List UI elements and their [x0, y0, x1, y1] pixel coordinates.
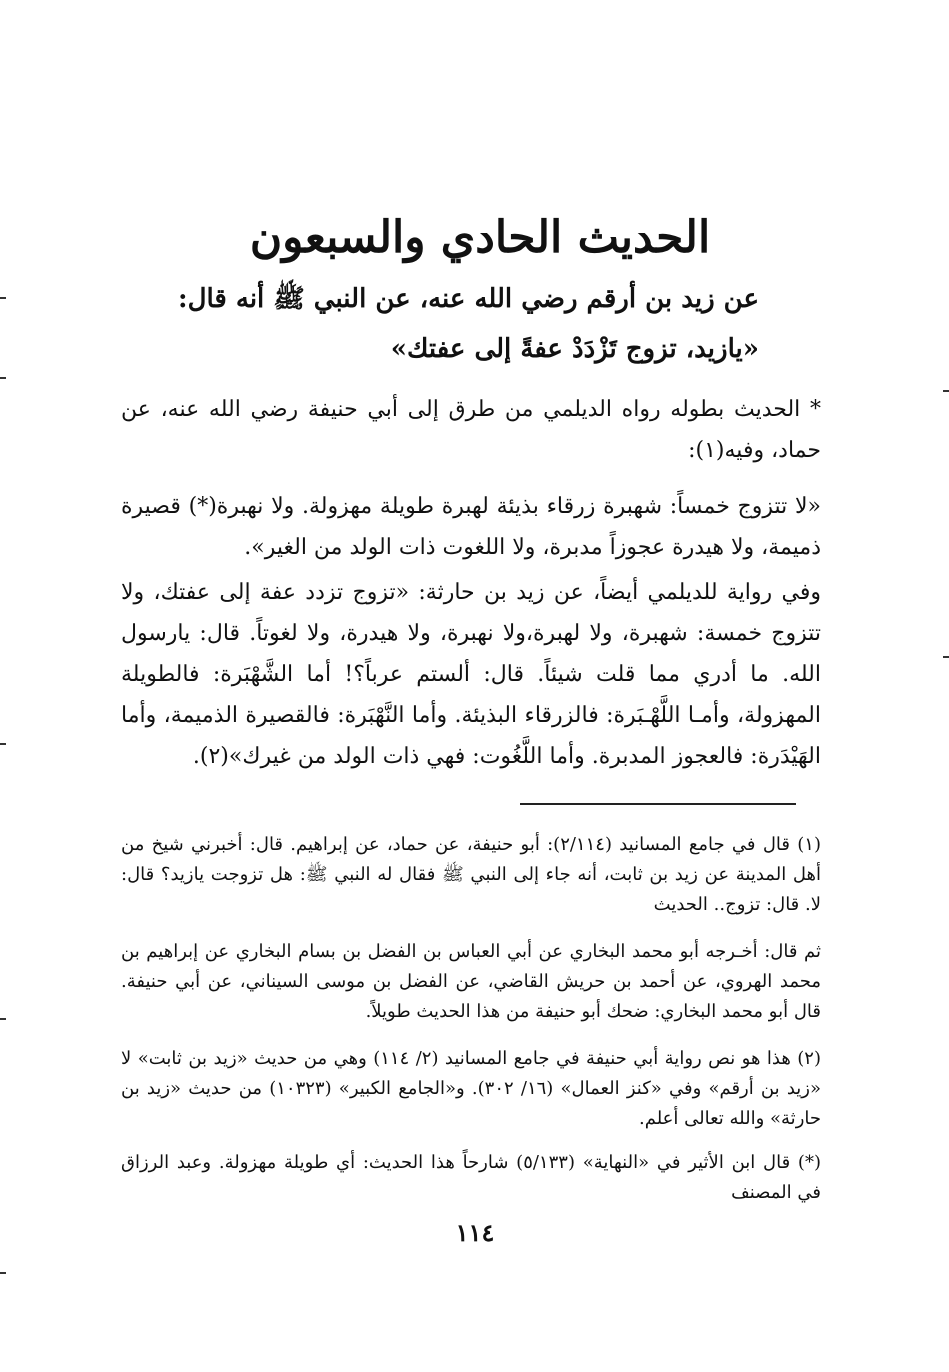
footnote-separator: [520, 803, 796, 805]
scan-mark: [943, 390, 949, 392]
scan-mark: [0, 297, 6, 299]
footnote-star: (*) قال ابن الأثير في «النهاية» (٥/١٣٣) شارحاً هذا الحديث: أي طويلة مهزولة. وعبد الرزاق في المصنف: [121, 1152, 821, 1203]
page-number: ١١٤: [455, 1218, 495, 1247]
scan-mark: [0, 1018, 6, 1020]
scan-mark: [0, 1272, 6, 1274]
footnote-1-continued: ثم قال: أخـرجه أبو محمد البخاري عن أبي العباس بن الفضل بن بسام البخاري عن إبراهيم بن محمد الهروي، عن أحمد بن حريش القاضي، عن الفضل بن موسى السيناني، عن أبي حنيفة. قال أبو محمد البخاري: ضحك أبو حنيفة من هذا الحديث طويلاً.: [121, 941, 821, 1022]
commentary-paragraph: * الحديث بطوله رواه الديلمي من طرق إلى أبي حنيفة رضي الله عنه، عن حماد، وفيه(١):: [121, 397, 821, 463]
footnote-1: (١) قال في جامع المسانيد (٢/١١٤): أبو حنيفة، عن حماد، عن إبراهيم. قال: أخبرني شيخ من أهل المدينة عن زيد بن ثابت، أنه جاء إلى النبي ﷺ فقال له النبي ﷺ: هل تزوجت يازيد؟ قال: لا. قال: تزوج.. الحديث: [121, 834, 821, 915]
hadith-text: «يازيد، تزوج تَزْدَدْ عفةً إلى عفتك»: [390, 334, 759, 364]
scan-mark: [943, 656, 949, 658]
footnote-2: (٢) هذا هو نص رواية أبي حنيفة في جامع المسانيد (٢/ ١١٤) وهي من حديث «زيد بن ثابت» لا «زيد بن أرقم» وفي «كنز العمال» (١٦/ ٣٠٢). و«الجامع الكبير» (١٠٣٢٣) من حديث «زيد بن حارثة» والله تعالى أعلم.: [121, 1048, 821, 1129]
second-narration: وفي رواية للديلمي أيضاً، عن زيد بن حارثة: «تزوج تزدد عفة إلى عفتك، ولا تتزوج خمسة: شهبرة، ولا لهبرة،ولا نهبرة، ولا هيدرة، ولا لغوتاً. قال: يارسول الله. ما أدري مما قلت شيئاً. قال: ألستم عرباً؟! أما الشَّهْبَرة: فالطويلة المهزولة، وأمـا اللَّهْـبَرة: فالزرقاء البذيئة. وأما النَّهْبَرة: فالقصيرة الذميمة، وأما الهَيْدَرة: فالعجوز المدبرة. وأما اللَّغُوت: فهي ذات الولد من غيرك»(٢).: [121, 580, 821, 769]
scan-mark: [0, 743, 6, 745]
quoted-narration: «لا تتزوج خمساً: شهبرة زرقاء بذيئة لهبرة طويلة مهزولة. ولا نهبرة(*) قصيرة ذميمة، ولا هيدرة عجوزاً مدبرة، ولا اللغوت ذات الولد من الغير».: [121, 494, 821, 560]
hadith-title: الحديث الحادي والسبعون: [249, 212, 711, 263]
hadith-isnad: عن زيد بن أرقم رضي الله عنه، عن النبي ﷺ أنه قال:: [177, 284, 759, 314]
scan-mark: [0, 377, 6, 379]
